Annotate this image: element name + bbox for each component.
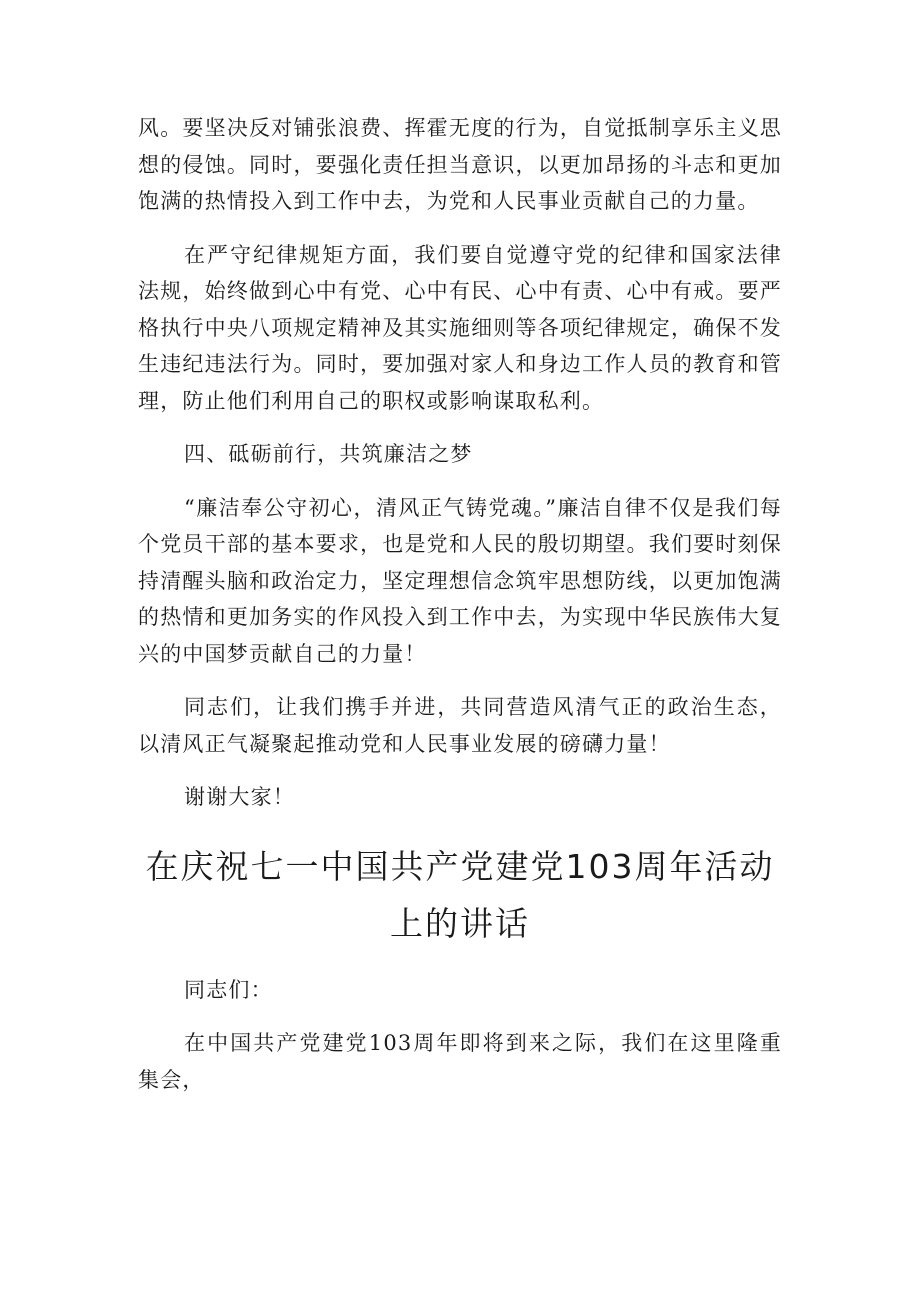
speech-title — [138, 838, 782, 952]
paragraph-discipline: 在严守纪律规矩方面，我们要自觉遵守党的纪律和国家法律法规，始终做到心中有党、心中有民、心中有责、心中有戒。要严格执行中央八项规定精神及其实施细则等各项纪律规定，确保不发生违纪违法行为。同时，要加强对家人和身边工作人员的教育和管理，防止他们利用自己的职权或影响谋取私利。 — [138, 242, 782, 413]
speech-title-line-1: 在庆祝七一中国共产党建党103周年活动 — [145, 846, 775, 886]
section-heading: 四、砥砺前行，共筑廉洁之梦 — [184, 442, 473, 466]
closing-thanks: 谢谢大家！ — [184, 785, 295, 809]
speech-greeting: 同志们： — [184, 977, 273, 1002]
speech-first-paragraph: 在中国共产党建党103周年即将到来之际，我们在这里隆重集会， — [138, 1031, 782, 1092]
speech-title-line-2: 上的讲话 — [390, 903, 530, 943]
paragraph-call-to-action: 同志们，让我们携手并进，共同营造风清气正的政治生态，以清风正气凝聚起推动党和人民事业发展的磅礴力量！ — [138, 695, 782, 756]
paragraph-continuation: 风。要坚决反对铺张浪费、挥霍无度的行为，自觉抵制享乐主义思想的侵蚀。同时，要强化责任担当意识，以更加昂扬的斗志和更加饱满的热情投入到工作中去，为党和人民事业贡献自己的力量。 — [138, 116, 782, 213]
paragraph-integrity: “廉洁奉公守初心，清风正气铸党魂。”廉洁自律不仅是我们每个党员干部的基本要求，也是党和人民的殷切期望。我们要时刻保持清醒头脑和政治定力，坚定理想信念筑牢思想防线，以更加饱满的热情和更加务实的作风投入到工作中去，为实现中华民族伟大复兴的中国梦贡献自己的力量！ — [138, 495, 782, 666]
